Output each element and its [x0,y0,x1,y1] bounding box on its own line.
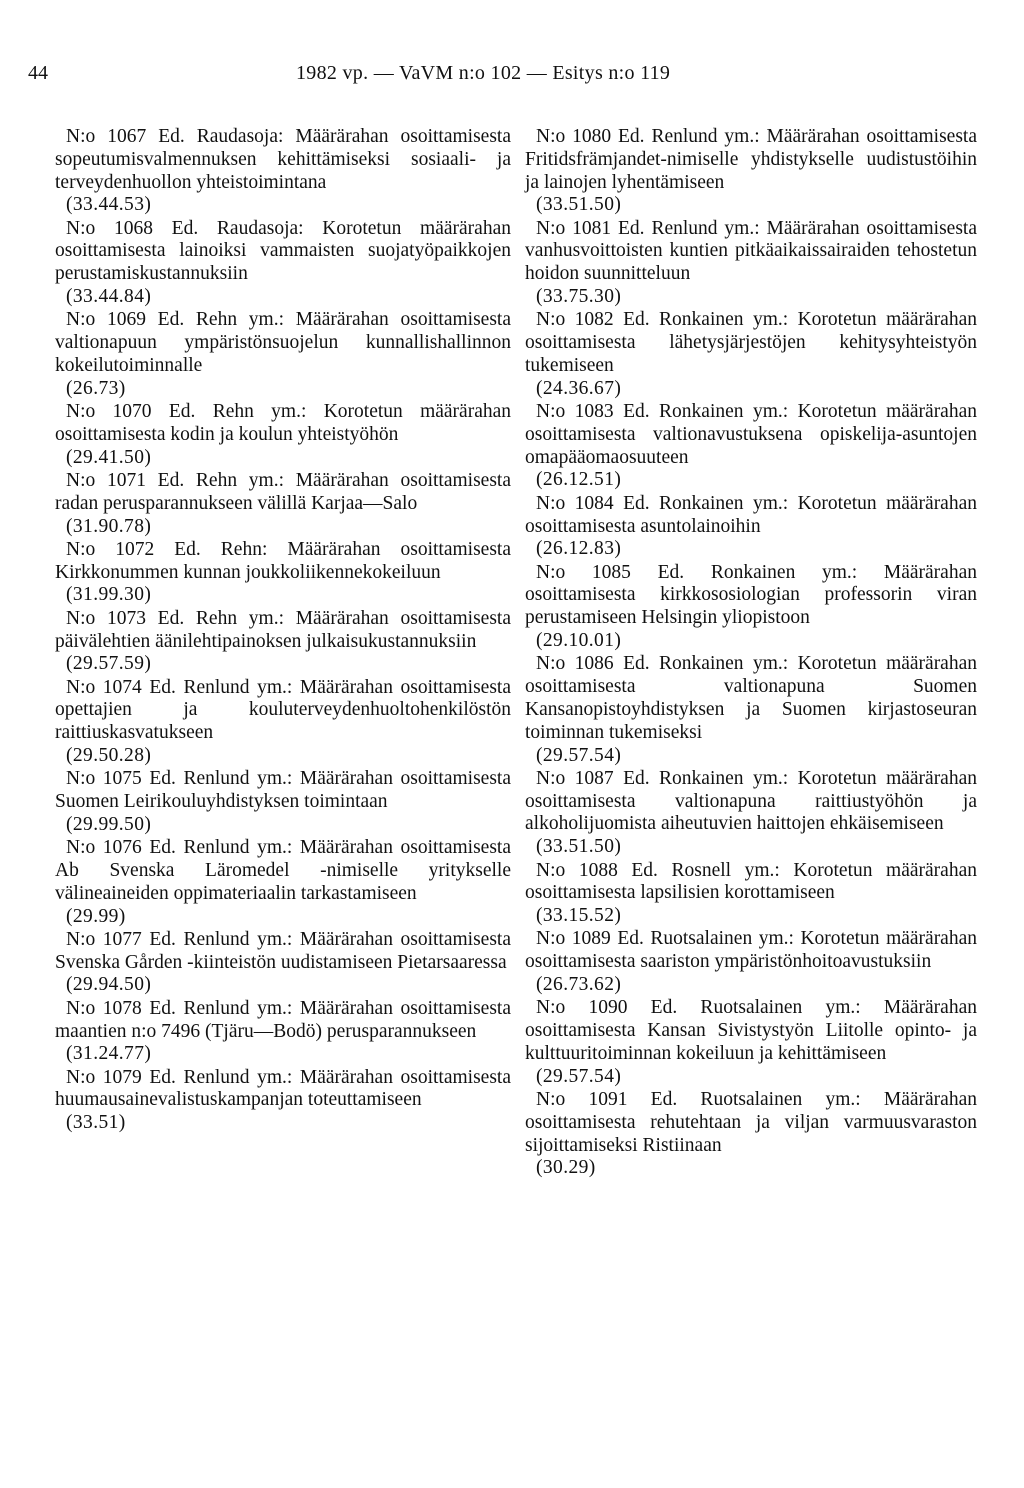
budget-code: (26.73) [66,377,126,399]
budget-code: (33.15.52) [536,905,622,927]
motion-entry [55,677,511,768]
motion-text: N:o 1091 Ed. Ruotsalainen ym.: Määrärahan osoittamisesta rehutehtaan ja viljan varmuusvaraston sijoittamiseksi Ristiinaan [525,1088,977,1156]
motion-entry [55,998,511,1066]
budget-code: (30.29) [536,1157,596,1179]
motion-text: N:o 1072 Ed. Rehn: Määrärahan osoittamisesta Kirkkonummen kunnan joukkoliikennekokeiluun [55,538,511,583]
motion-text: N:o 1077 Ed. Renlund ym.: Määrärahan osoittamisesta Svenska Gården -kiinteistön uudistamiseen Pietarsaaressa [55,928,511,973]
budget-code: (29.57.59) [66,653,152,675]
motion-entry [55,218,511,309]
motion-entry [55,929,511,997]
motion-entry [525,653,977,767]
motion-entry [525,997,977,1088]
budget-code: (29.41.50) [66,446,152,468]
motion-text: N:o 1068 Ed. Raudasoja: Korotetun määrärahan osoittamisesta lainoiksi vammaisten suojatyöpaikkojen perustamiskustannuksiin [55,217,511,285]
motion-text: N:o 1074 Ed. Renlund ym.: Määrärahan osoittamisesta opettajien ja kouluterveydenhuoltohenkilöstön raittiuskasvatukseen [55,676,511,744]
motion-text: N:o 1085 Ed. Ronkainen ym.: Määrärahan osoittamisesta kirkkososiologian professorin viran perustamiseen Helsingin yliopistoon [525,561,977,629]
budget-code: (31.24.77) [66,1043,152,1065]
right-column [525,126,977,1181]
motion-entry [525,493,977,561]
budget-code: (33.51.50) [536,194,622,216]
budget-code: (26.12.51) [536,469,622,491]
motion-text: N:o 1075 Ed. Renlund ym.: Määrärahan osoittamisesta Suomen Leirikouluyhdistyksen toimintaan [55,768,511,813]
motion-text: N:o 1087 Ed. Ronkainen ym.: Korotetun määrärahan osoittamisesta valtionapuna raittiustyöhön ja alkoholijuomista aiheutuvien haittojen ehkäisemiseen [525,767,977,835]
budget-code: (29.10.01) [536,630,622,652]
budget-code: (33.51) [66,1112,126,1134]
motion-entry [55,401,511,469]
motion-text: N:o 1090 Ed. Ruotsalainen ym.: Määrärahan osoittamisesta Kansan Sivistystyön Liitolle opinto- ja kulttuuritoiminnan kokeiluun ja kehittämiseen [525,997,977,1064]
budget-code: (29.57.54) [536,744,622,766]
budget-code: (33.44.84) [66,286,152,308]
motion-entry [55,126,511,217]
motion-entry [55,470,511,538]
motion-text: N:o 1078 Ed. Renlund ym.: Määrärahan osoittamisesta maantien n:o 7496 (Tjäru—Bodö) perusparannukseen [55,997,511,1042]
motion-entry [525,1089,977,1180]
motion-entry [55,837,511,928]
budget-code: (29.99.50) [66,813,152,835]
budget-code: (29.94.50) [66,974,152,996]
budget-code: (33.75.30) [536,286,622,308]
motion-text: N:o 1069 Ed. Rehn ym.: Määrärahan osoittamisesta valtionapuun ympäristönsuojelun kunnallishallinnon kokeilutoiminnalle [55,309,511,376]
motion-entry [55,539,511,607]
motion-text: N:o 1084 Ed. Ronkainen ym.: Korotetun määrärahan osoittamisesta asuntolainoihin [525,492,977,537]
motion-text: N:o 1080 Ed. Renlund ym.: Määrärahan osoittamisesta Fritidsfrämjandet-nimiselle yhdistykselle uudistustöihin ja lainojen lyhentämiseen [525,126,977,193]
motion-entry [525,218,977,309]
budget-code: (33.51.50) [536,836,622,858]
budget-code: (29.99) [66,905,126,927]
motion-entry [525,309,977,400]
motion-text: N:o 1088 Ed. Rosnell ym.: Korotetun määrärahan osoittamisesta lapsilisien korottamiseen [525,859,977,904]
budget-code: (33.44.53) [66,194,152,216]
page-number: 44 [28,62,48,84]
motion-entry [55,1067,511,1135]
budget-code: (31.99.30) [66,584,152,606]
budget-code: (24.36.67) [536,377,622,399]
budget-code: (29.57.54) [536,1065,622,1087]
motion-text: N:o 1089 Ed. Ruotsalainen ym.: Korotetun määrärahan osoittamisesta saariston ympäristönhoitoavustuksiin [525,928,977,973]
running-header: 1982 vp. — VaVM n:o 102 — Esitys n:o 119 [296,62,671,84]
motion-text: N:o 1083 Ed. Ronkainen ym.: Korotetun määrärahan osoittamisesta valtionavustuksena opiskelija-asuntojen omapääomaosuuteen [525,401,977,468]
motion-entry [55,768,511,836]
motion-entry [525,860,977,928]
motion-entry [55,309,511,400]
motion-text: N:o 1082 Ed. Ronkainen ym.: Korotetun määrärahan osoittamisesta lähetysjärjestöjen kehitysyhteistyön tukemiseen [525,309,977,376]
budget-code: (26.73.62) [536,973,622,995]
motion-text: N:o 1079 Ed. Renlund ym.: Määrärahan osoittamisesta huumausainevalistuskampanjan toteuttamiseen [55,1066,511,1111]
motion-entry [525,401,977,492]
motion-text: N:o 1067 Ed. Raudasoja: Määrärahan osoittamisesta sopeutumisvalmennuksen kehittämiseksi sosiaali- ja terveydenhuollon yhteistoimintana [55,126,511,193]
motion-text: N:o 1070 Ed. Rehn ym.: Korotetun määrärahan osoittamisesta kodin ja koulun yhteistyöhön [55,401,511,445]
budget-code: (29.50.28) [66,745,152,767]
left-column [55,126,511,1136]
motion-entry [525,562,977,653]
motion-entry [525,928,977,996]
motion-entry [525,126,977,217]
budget-code: (26.12.83) [536,538,622,560]
motion-text: N:o 1081 Ed. Renlund ym.: Määrärahan osoittamisesta vanhusvoittoisten kuntien pitkäaikaissairaiden tehostetun hoidon suunnitteluun [525,217,977,285]
motion-entry [525,768,977,859]
motion-text: N:o 1073 Ed. Rehn ym.: Määrärahan osoittamisesta päivälehtien äänilehtipainoksen julkaisukustannuksiin [55,607,511,652]
motion-text: N:o 1086 Ed. Ronkainen ym.: Korotetun määrärahan osoittamisesta valtionapuna Suomen Kansanopistoyhdistyksen ja Suomen kirjastoseuran toiminnan tukemiseksi [525,653,977,743]
motion-text: N:o 1071 Ed. Rehn ym.: Määrärahan osoittamisesta radan perusparannukseen välillä Karjaa—Salo [55,469,511,514]
motion-entry [55,608,511,676]
budget-code: (31.90.78) [66,515,152,537]
motion-text: N:o 1076 Ed. Renlund ym.: Määrärahan osoittamisesta Ab Svenska Läromedel -nimiselle yritykselle välineaineiden oppimateriaalin tarkastamiseen [55,837,511,904]
